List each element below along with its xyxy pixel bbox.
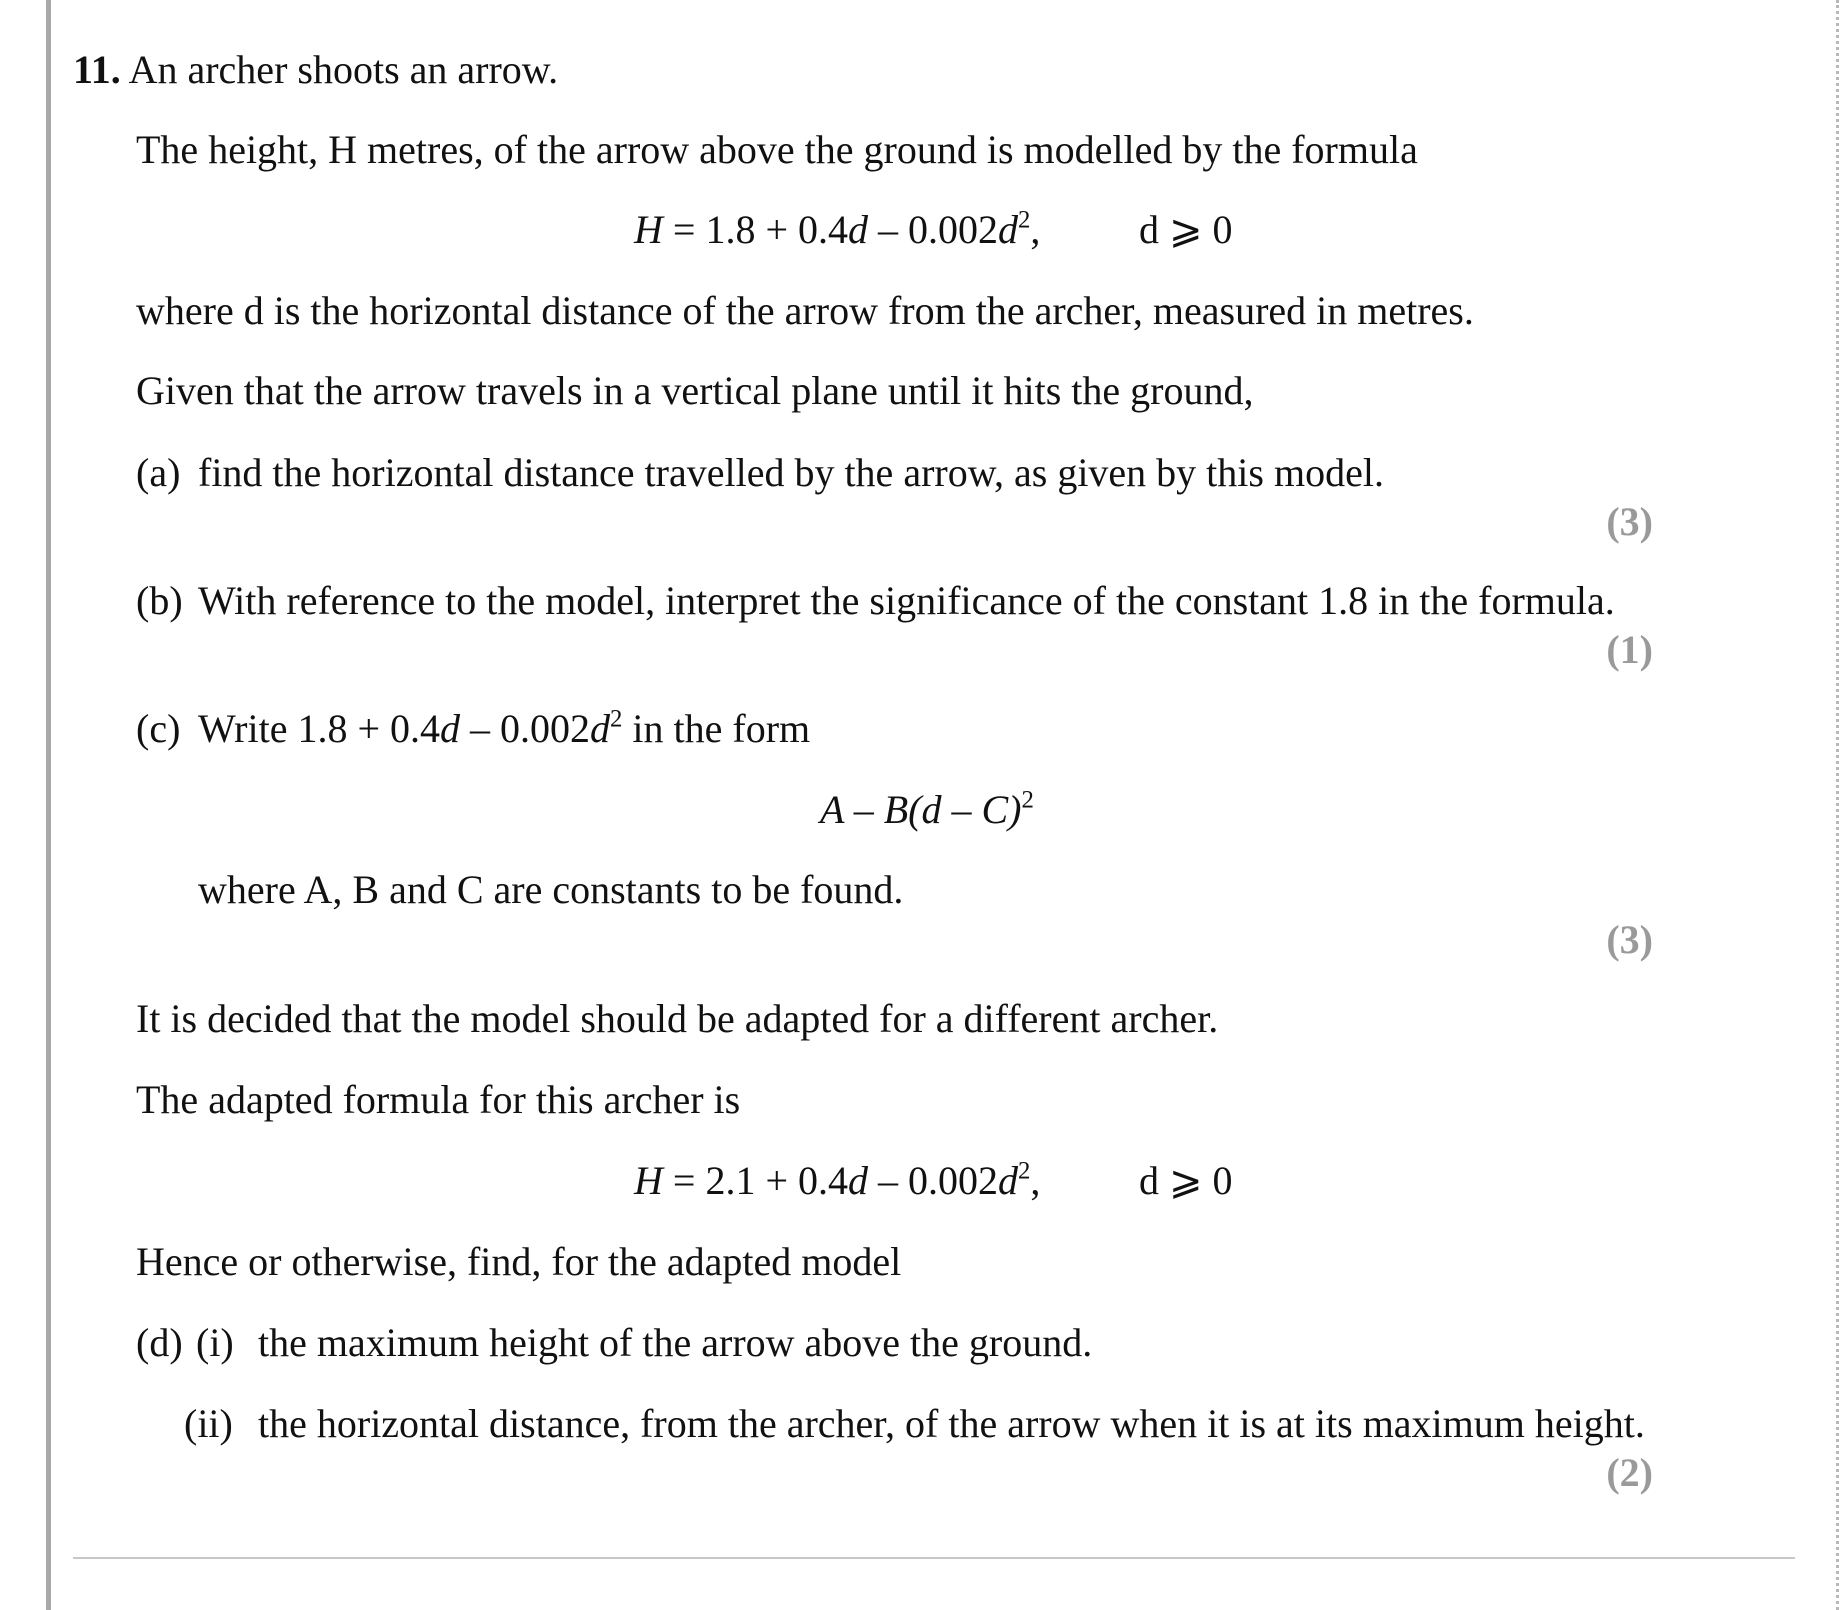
model-sentence: The height, H metres, of the arrow above the ground is modelled by the formula [136, 127, 1418, 172]
target-form: A – B(d – C)$^2$ [820, 786, 1034, 832]
question-header [73, 47, 559, 92]
part-d-ii-text: the horizontal distance, from the archer, of the arrow when it is at its maximum height. [258, 1401, 1645, 1446]
part-b-text: With reference to the model, interpret the significance of the constant 1.8 in the formula. [198, 578, 1615, 623]
right-margin-rule [1836, 0, 1839, 1610]
part-b-marks: (1) [1606, 627, 1653, 672]
part-d-label: (d) [136, 1320, 183, 1365]
bottom-divider [73, 1557, 1795, 1559]
part-c-where: where A, B and C are constants to be found. [198, 867, 904, 912]
part-c-label: (c) [136, 706, 181, 751]
formula-lhs: H [634, 207, 663, 252]
part-d-ii [184, 1401, 1645, 1446]
part-c-marks: (3) [1606, 917, 1653, 962]
formula-original: $H = 1.8 + 0.4d - 0.002d^2$, d ⩾ 0 [634, 206, 1233, 252]
formula-adapted-condition: d ⩾ 0 [1139, 1158, 1233, 1203]
part-a [136, 450, 1384, 495]
adapted-intro: The adapted formula for this archer is [136, 1077, 741, 1122]
part-d-i-label: (i) [196, 1320, 234, 1365]
where-line: where d is the horizontal distance of the arrow from the archer, measured in metres. [136, 288, 1474, 333]
adapt-line: It is decided that the model should be adapted for a different archer. [136, 996, 1219, 1041]
part-d-ii-label: (ii) [184, 1401, 233, 1446]
formula-adapted: $H = 2.1 + 0.4d - 0.002d^2$, d ⩾ 0 [634, 1157, 1233, 1203]
part-a-text: find the horizontal distance travelled by the arrow, as given by this model. [198, 450, 1384, 495]
formula-condition: d ⩾ 0 [1139, 207, 1233, 252]
part-d-i-text: the maximum height of the arrow above the ground. [258, 1320, 1093, 1365]
part-d-i [136, 1320, 1093, 1365]
part-a-label: (a) [136, 450, 181, 495]
question-intro: An archer shoots an arrow. [128, 47, 559, 92]
formula-rhs-a: 1.8 + 0.4 [705, 207, 849, 252]
given-line: Given that the arrow travels in a vertical plane until it hits the ground, [136, 368, 1254, 413]
part-c: (c) Write $1.8 + 0.4d - 0.002d^2$ in the form [136, 705, 811, 751]
hence-line: Hence or otherwise, find, for the adapted model [136, 1239, 902, 1284]
part-a-marks: (3) [1606, 499, 1653, 544]
part-b [136, 578, 1615, 623]
part-b-label: (b) [136, 578, 183, 623]
left-margin-rule [46, 0, 51, 1610]
part-d-marks: (2) [1606, 1450, 1653, 1495]
question-number: 11. [73, 47, 121, 92]
